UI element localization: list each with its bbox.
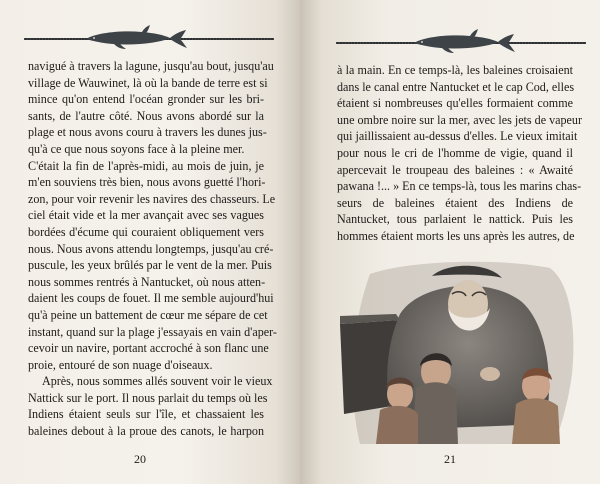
- left-page-header: [24, 22, 274, 52]
- text-line: C'était la fin de l'après-midi, au mois de juin, je: [28, 158, 264, 173]
- text-line: dans le canal entre Nantucket et le cap Cod, elles: [337, 79, 575, 94]
- text-line: une ombre noire sur la mer, avec les jets de vapeur: [337, 112, 582, 127]
- text-line: plage et nous avons couru à travers les dunes jus-: [28, 125, 267, 140]
- text-line: puscule, les yeux brûlés par le vent de la mer. Puis: [28, 258, 272, 273]
- text-line: instant, quand sur la plage j'essayais en vain d'aper-: [28, 324, 277, 339]
- left-page-text: [28, 58, 277, 440]
- text-line: hommes étaient morts les uns après les autres, de: [337, 228, 575, 243]
- right-page-text: [337, 62, 582, 245]
- text-line: qu'à ce que nous soyons face à la pleine mer.: [28, 141, 245, 156]
- text-line: daient les coups de fouet. Il me semble aujourd'hui: [28, 291, 274, 306]
- whale-icon: [336, 26, 586, 56]
- text-line: m'en souviens très bien, nous avons guetté l'hori-: [28, 175, 266, 190]
- text-line: nous. Nous avons attendu longtemps, jusqu'au cré-: [28, 241, 274, 256]
- text-line: seurs de baleines étaient des Indiens de: [337, 195, 573, 210]
- text-line: sants, de l'autre côté. Nous avons abordé sur la: [28, 108, 264, 123]
- text-line: qui jaillissaient au-dessus d'elles. Le vieux imitait: [337, 129, 578, 144]
- illustration-old-man-with-children: [340, 254, 580, 444]
- text-line: baleines debout à la proue des canots, le harpon: [28, 424, 264, 439]
- text-line: proie, entouré de son nuage d'oiseaux.: [28, 357, 213, 372]
- text-line: à la main. En ce temps-là, les baleines croisaient: [337, 63, 573, 77]
- text-line: apercevait le troupeau des baleines : « Awaité: [337, 162, 573, 177]
- text-line: zon, pour voir revenir les navires des chasseurs. Le: [28, 191, 276, 206]
- text-line: étaient si nombreuses qu'elles formaient comme: [337, 96, 573, 111]
- left-page-number: 20: [134, 452, 146, 466]
- text-line: village de Wauwinet, là où la bande de terre est si: [28, 75, 268, 90]
- right-page-number: 21: [444, 452, 456, 466]
- text-line: pawana !... » En ce temps-là, tous les marins chas-: [337, 179, 582, 194]
- right-page-header: [336, 26, 586, 56]
- text-line: qu'à peine un battement de cœur me sépare de cet: [28, 307, 268, 322]
- text-line: Indiens étaient seuls sur l'île, et chassaient les: [28, 407, 264, 422]
- text-line: Nantucket, tous parlaient le nattick. Puis les: [337, 212, 573, 227]
- text-line: mince qu'on entend l'océan gronder sur les bri-: [28, 92, 264, 107]
- text-line: ciel était vide et la mer avançait avec ses vagues: [28, 208, 264, 223]
- right-page: [300, 0, 600, 484]
- text-line: nous sommes rentrés à Nantucket, où nous atten-: [28, 274, 266, 289]
- text-line: cevoir un navire, portant accroché à son flanc une: [28, 341, 269, 356]
- whale-icon: [24, 22, 274, 52]
- text-line: bordées d'écume qui couraient obliquement vers: [28, 224, 264, 239]
- text-line: Nattick sur le port. Il nous parlait du temps où les: [28, 390, 268, 405]
- text-line: Après, nous sommes allés souvent voir le vieux: [42, 374, 273, 389]
- text-line: navigué à travers la lagune, jusqu'au bout, jusqu'au: [28, 59, 274, 73]
- text-line: pour nous le cri de l'homme de vigie, quand il: [337, 145, 573, 160]
